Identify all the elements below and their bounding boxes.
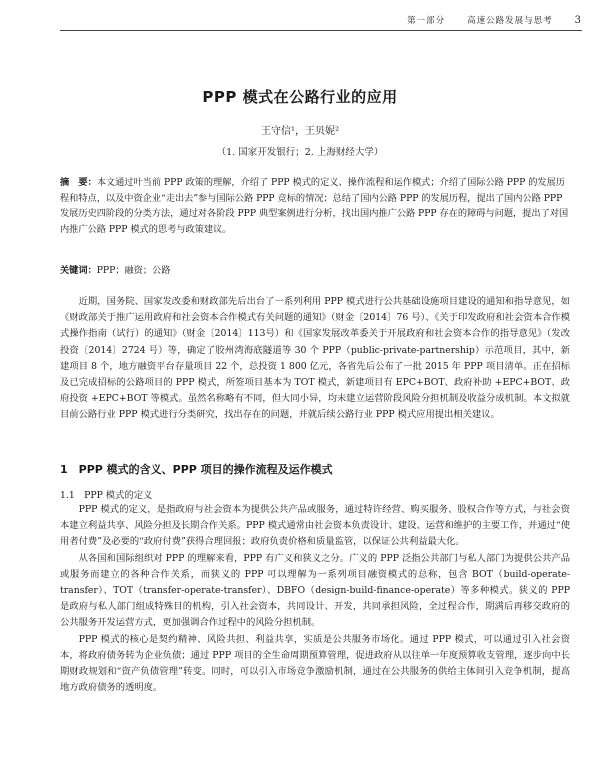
- running-head: [407, 14, 582, 26]
- abstract-text: 本文通过叶当前 PPP 政策的理解，介绍了 PPP 模式的定义、操作流程和运作模式；介绍了国际公路 PPP 的发展历程和特点，以及中资企业“走出去”参与国际公路 PPP 竞标的情况；总结了国内公路 PPP 的发展历程，提出了国内公路 PPP 发展历史四阶段的分类方法，通过对各阶段 PPP 典型案例进行分析，找出国内推广公路 PPP 存在的障碍与问题，提出了对国内推广公路 PPP 模式的思考与政策建议。: [60, 177, 569, 235]
- paragraph: PPP 模式的定义，是指政府与社会资本为提供公共产品或服务，通过特许经营、购买服务、股权合作等方式，与社会资本建立利益共享、风险分担及长期合作关系。PPP 模式通常由社会资本负责设计、建设、运营和维护的主要工作，并通过“使用者付费”及必要的“政府付费”获得合理回报；政府负责价格和质量监管，以保证公共利益最大化。: [60, 504, 570, 548]
- introduction: [60, 294, 570, 424]
- keywords-label: 关键词：: [60, 265, 97, 276]
- abstract-label: 摘 要：: [60, 177, 97, 188]
- paper-title: PPP 模式在公路行业的应用: [202, 88, 398, 106]
- abstract: [60, 175, 570, 237]
- section-body: [60, 502, 570, 696]
- running-head-part: 第一部分: [407, 16, 446, 26]
- running-head-title: 高速公路发展与思考: [467, 16, 553, 26]
- keywords: [60, 262, 570, 276]
- intro-paragraph: 近期，国务院、国家发改委和财政部先后出台了一系列利用 PPP 模式进行公共基础设施项目建设的通知和指导意见，如《财政部关于推广运用政府和社会资本合作模式有关问题的通知》（财金〔2014〕76 号）、《关于印发政府和社会资本合作模式操作指南（试行）的通知》（财金〔2014〕113号）和《国家发展改革委关于开展政府和社会资本合作的指导意见》（发改投资〔2014〕2724 号）等，确定了胶州湾海底隧道等 30 个 PPP（public-private-partnership）示范项目，其中，新建项目 8 个，地方融资平台存量项目 22 个，总投资 1 800 亿元，各省先后公布了一批 2015 年 PPP 项目清单。正在招标及已完成招标的公路项目的 PPP 模式，所签项目基本为 TOT 模式，新建项目有 EPC+BOT、政府补助 +EPC+BOT、政府投资 +EPC+BOT 等模式。虽然名称略有不同，但大同小异，均未建立运营阶段风险分担机制及收益分成机制。本文拟就目前公路行业 PPP 模式进行分类研究，找出存在的问题，并就后续公路行业 PPP 模式应用提出相关建议。: [60, 296, 570, 421]
- authors: 王守信¹，王贝妮²: [260, 126, 340, 137]
- page-number: 3: [574, 15, 582, 26]
- paragraph: 从各国和国际组织对 PPP 的理解来看，PPP 有广义和狭义之分。广义的 PPP 泛指公共部门与私人部门为提供公共产品或服务而建立的各种合作关系，而狭义的 PPP 可以理解为一系列项目融资模式的总称，包含 BOT（build-operate-transfer）、TOT（transfer-operate-transfer）、DBFO（design-build-finance-operate）等多种模式。狭义的 PPP 是政府与私人部门组成特殊目的机构，引入社会资本，共同设计、开发，共同承担风险，全过程合作，期满后再移交政府的公共服务开发运营方式，更加强调合作过程中的风险分担机制。: [60, 552, 570, 629]
- keywords-text: PPP；融资；公路: [96, 265, 171, 276]
- section-heading: 1 PPP 模式的含义、PPP 项目的操作流程及运作模式: [60, 463, 333, 476]
- paragraph: PPP 模式的核心是契约精神、风险共担、利益共享，实质是公共服务市场化。通过 PPP 模式，可以通过引入社会资本，将政府债务转为企业负债；通过 PPP 项目的全生命周期预算管理，促进政府从以往单一年度预算收支管理，逐步向中长期财政规划和“资产负债管理”转变。同时，可以引入市场竞争激励机制，通过在公共服务的供给主体间引入竞争机制，提高地方政府债务的透明度。: [60, 633, 570, 694]
- subsection-heading: 1.1 PPP 模式的定义: [60, 490, 153, 501]
- header-rule: [60, 30, 582, 31]
- affiliations: （1. 国家开发银行；2. 上海财经大学）: [216, 147, 384, 158]
